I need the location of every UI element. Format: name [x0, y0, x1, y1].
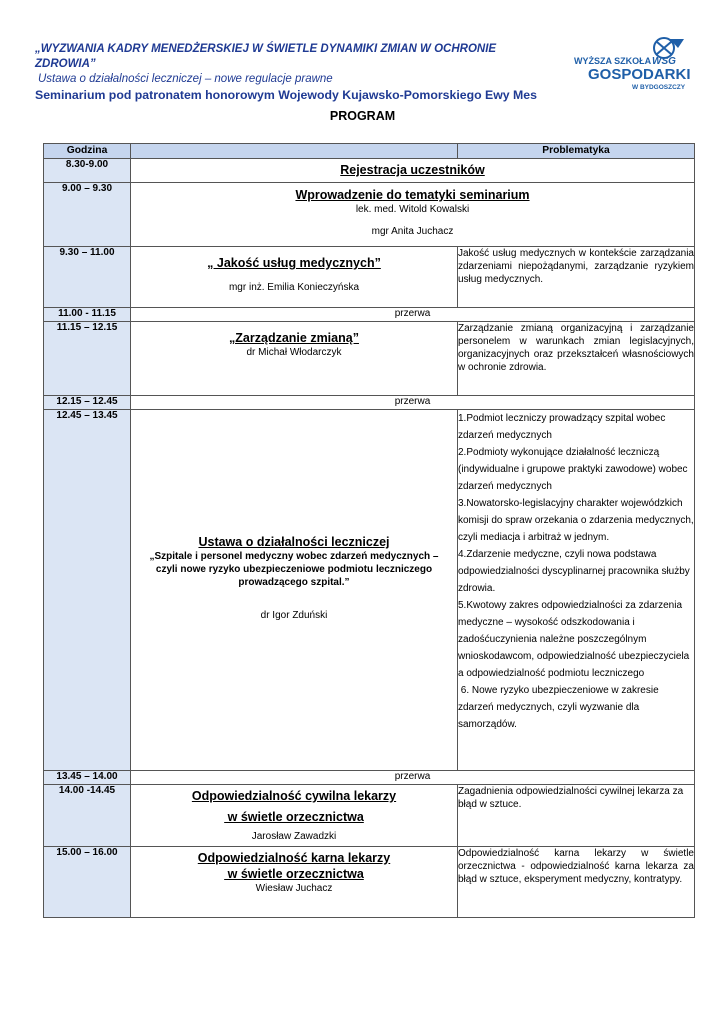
- logo-mark: WSG: [652, 56, 676, 67]
- break-label: przerwa: [131, 308, 695, 322]
- logo-text-1: WYŻSZA SZKOŁA: [574, 56, 652, 66]
- row-time: 9.00 – 9.30: [44, 183, 131, 247]
- table-row: [44, 410, 695, 771]
- header-time: Godzina: [44, 144, 131, 159]
- row-time: 15.00 – 16.00: [44, 847, 131, 918]
- table-row: [44, 771, 695, 785]
- row-topic: [131, 785, 458, 847]
- topic-title-line2: w świetle orzecznictwa: [224, 810, 364, 824]
- topic-title: Odpowiedzialność karna lekarzy: [197, 851, 391, 865]
- problem-item: 2.Podmioty wykonujące działalność leczniczą (indywidualne i grupowe praktyki zawodowe) wobec zdarzeń medycznych: [458, 447, 688, 492]
- topic-title-line2: w świetle orzecznictwa: [224, 867, 364, 881]
- problem-item: 6. Nowe ryzyko ubezpieczeniowe w zakresie zdarzeń medycznych, czyli wyzwanie dla samorządów.: [458, 685, 662, 730]
- row-topic: [131, 159, 695, 183]
- seminar-subtitle: Ustawa o działalności leczniczej – nowe regulacje prawne: [38, 73, 333, 85]
- row-time: 13.45 – 14.00: [44, 771, 131, 785]
- document-header: [35, 42, 555, 104]
- header-topic: [131, 144, 458, 159]
- row-time: 11.00 - 11.15: [44, 308, 131, 322]
- table-row: [44, 847, 695, 918]
- program-title: PROGRAM: [329, 109, 396, 123]
- row-time: 14.00 -14.45: [44, 785, 131, 847]
- table-header-row: [44, 144, 695, 159]
- problem-item: 1.Podmiot leczniczy prowadzący szpital wobec zdarzeń medycznych: [458, 413, 666, 441]
- table-row: [44, 308, 695, 322]
- header-problem: Problematyka: [458, 144, 695, 159]
- row-topic: [131, 410, 458, 771]
- row-problem: Zarządzanie zmianą organizacyjną i zarządzanie personelem w warunkach zmian legislacyjnych, organizacyjnych oraz przekształceń własnościowych w ochronie zdrowia.: [458, 322, 695, 396]
- seminar-patronage: Seminarium pod patronatem honorowym Wojewody Kujawsko-Pomorskiego Ewy Mes: [35, 88, 537, 102]
- topic-title: „ Jakość usług medycznych”: [207, 256, 381, 270]
- row-time: 11.15 – 12.15: [44, 322, 131, 396]
- row-time: 12.45 – 13.45: [44, 410, 131, 771]
- break-label: przerwa: [131, 396, 695, 410]
- table-row: [44, 247, 695, 308]
- break-label: przerwa: [131, 771, 695, 785]
- speaker-name: Jarosław Zawadzki: [251, 831, 337, 842]
- row-problem-list: [458, 410, 695, 771]
- row-problem: Odpowiedzialność karna lekarzy w świetle orzecznictwa - odpowiedzialność karna lekarza za błąd w sztuce, eksperyment medyczny, kontratypy.: [458, 847, 695, 918]
- seminar-title: „WYZWANIA KADRY MENEDŻERSKIEJ W ŚWIETLE DYNAMIKI ZMIAN W OCHRONIE ZDROWIA”: [35, 43, 497, 70]
- row-topic: [131, 247, 458, 308]
- topic-title: Rejestracja uczestników: [340, 163, 485, 177]
- speaker-name: dr Igor Zduński: [260, 610, 328, 621]
- row-topic: [131, 322, 458, 396]
- wsg-logo: [566, 36, 694, 92]
- topic-title: Odpowiedzialność cywilna lekarzy: [191, 789, 397, 803]
- speaker-name: Wiesław Juchacz: [255, 883, 333, 894]
- logo-text-2: GOSPODARKI: [588, 66, 691, 83]
- topic-title: Ustawa o działalności leczniczej: [198, 535, 390, 549]
- logo-text-3: W BYDGOSZCZY: [632, 84, 686, 91]
- problem-item: 3.Nowatorsko-legislacyjny charakter wojewódzkich komisji do spraw orzekania o zdarzenia medycznych, czyli mediacja i arbitraż w jednym.: [458, 498, 694, 543]
- speaker-name: mgr inż. Emilia Konieczyńska: [228, 282, 360, 293]
- row-topic: [131, 847, 458, 918]
- problem-item: 4.Zdarzenie medyczne, czyli nowa podstawa odpowiedzialności dyscyplinarnej pracownika służby zdrowia.: [458, 549, 690, 594]
- table-row: [44, 322, 695, 396]
- row-time: 12.15 – 12.45: [44, 396, 131, 410]
- speaker-name: dr Michał Włodarczyk: [246, 347, 342, 358]
- row-problem: Zagadnienia odpowiedzialności cywilnej lekarza za błąd w sztuce.: [458, 785, 695, 847]
- program-table: [43, 143, 695, 918]
- speaker-name: mgr Anita Juchacz: [371, 226, 454, 237]
- table-row: [44, 785, 695, 847]
- table-row: [44, 183, 695, 247]
- problem-item: 5.Kwotowy zakres odpowiedzialności za zdarzenia medyczne – wysokość odszkodowania i zadośćuczynienia należne poszczególnym wnioskodawcom, odpowiedzialność ubezpieczyciela a odpowiedzialność podmiotu leczniczego: [458, 600, 690, 679]
- row-time: 9.30 – 11.00: [44, 247, 131, 308]
- topic-title: Wprowadzenie do tematyki seminarium: [295, 188, 530, 202]
- speaker-name: lek. med. Witold Kowalski: [355, 204, 470, 215]
- row-problem: Jakość usług medycznych w kontekście zarządzania zdarzeniami niepożądanymi, zarządzanie ryzykiem usług medycznych.: [458, 247, 695, 308]
- row-time: 8.30-9.00: [44, 159, 131, 183]
- table-row: [44, 396, 695, 410]
- row-topic: [131, 183, 695, 247]
- table-row: [44, 159, 695, 183]
- topic-title: „Zarządzanie zmianą”: [229, 331, 359, 345]
- topic-subtitle: „Szpitale i personel medyczny wobec zdarzeń medycznych – czyli nowe ryzyko ubezpieczeniowe podmiotu leczniczego prowadzącego szpital.”: [149, 551, 439, 588]
